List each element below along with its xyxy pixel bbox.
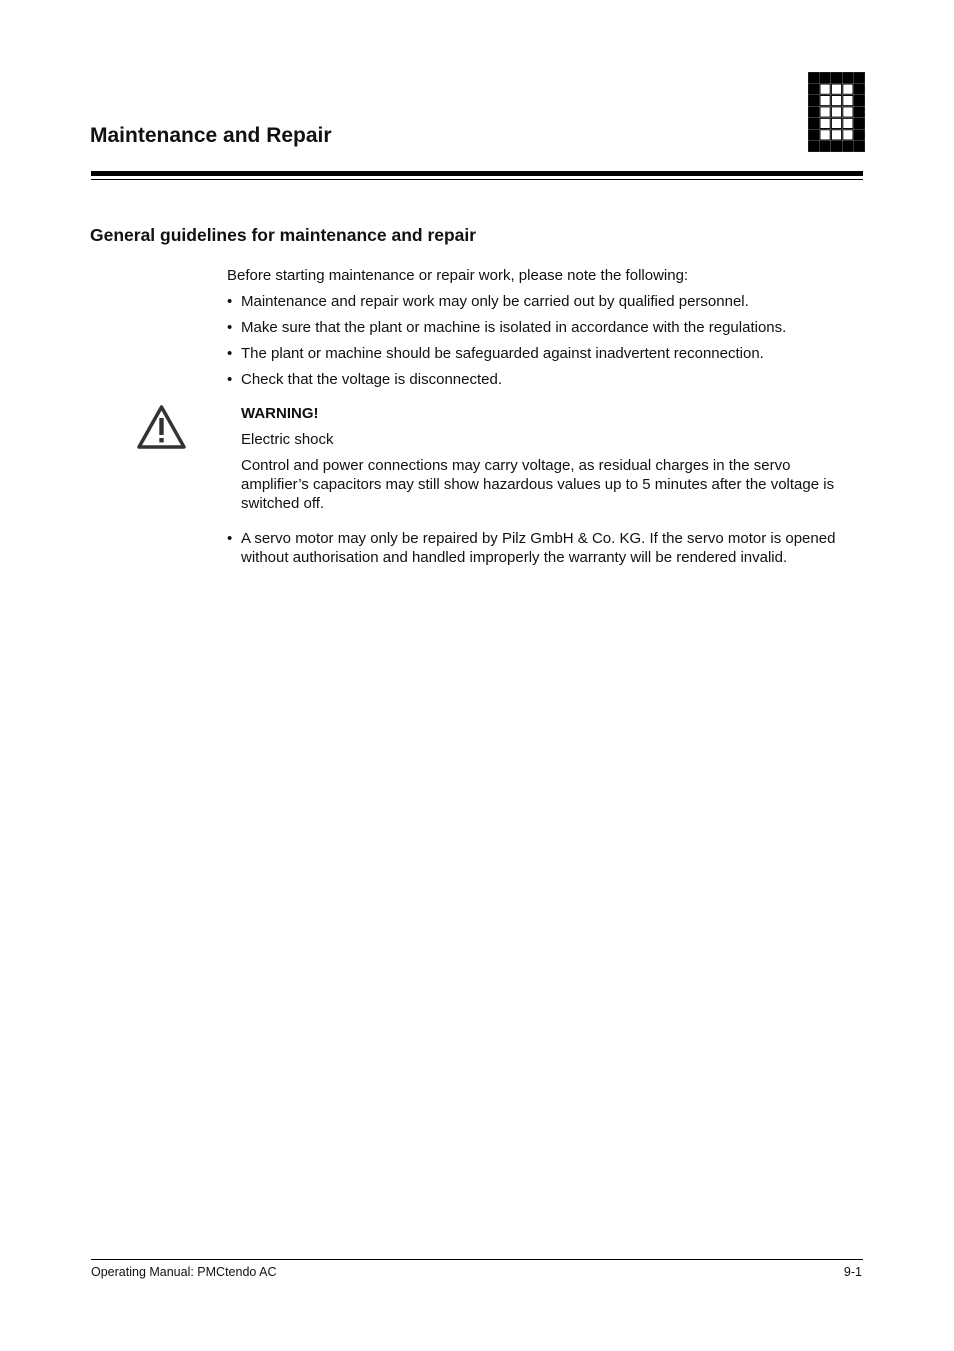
- header-rule-thick: [91, 171, 863, 176]
- list-item: • Make sure that the plant or machine is isolated in accordance with the regulations.: [227, 318, 857, 337]
- warning-text: Control and power connections may carry voltage, as residual charges in the servo amplifier’s capacitors may still show hazardous values up to 5 minutes after the voltage is switched off.: [241, 457, 835, 512]
- footer-manual-title: Operating Manual: PMCtendo AC: [91, 1265, 277, 1279]
- warning-block: [227, 404, 857, 513]
- chapter-title: Maintenance and Repair: [90, 124, 332, 147]
- guideline-list: [227, 292, 857, 389]
- list-item: • Check that the voltage is disconnected.: [227, 370, 857, 389]
- warning-label: WARNING!: [241, 405, 319, 422]
- warning-triangle-icon: [136, 404, 187, 450]
- list-item: • A servo motor may only be repaired by Pilz GmbH & Co. KG. If the servo motor is opened without authorisation and handled improperly the warranty will be rendered invalid.: [227, 529, 857, 567]
- list-item: • The plant or machine should be safeguarded against inadvertent reconnection.: [227, 344, 857, 363]
- repair-list: [227, 529, 857, 567]
- list-item: • Maintenance and repair work may only be carried out by qualified personnel.: [227, 292, 857, 311]
- page-number: 9-1: [843, 1265, 862, 1279]
- chapter-grid-icon: [808, 72, 865, 152]
- footer-rule: [91, 1259, 863, 1260]
- section-title: General guidelines for maintenance and repair: [90, 225, 477, 245]
- warning-type: Electric shock: [241, 431, 334, 448]
- intro-text: Before starting maintenance or repair work, please note the following:: [227, 267, 689, 284]
- header-rule-thin: [91, 179, 863, 180]
- section-body: [227, 266, 857, 574]
